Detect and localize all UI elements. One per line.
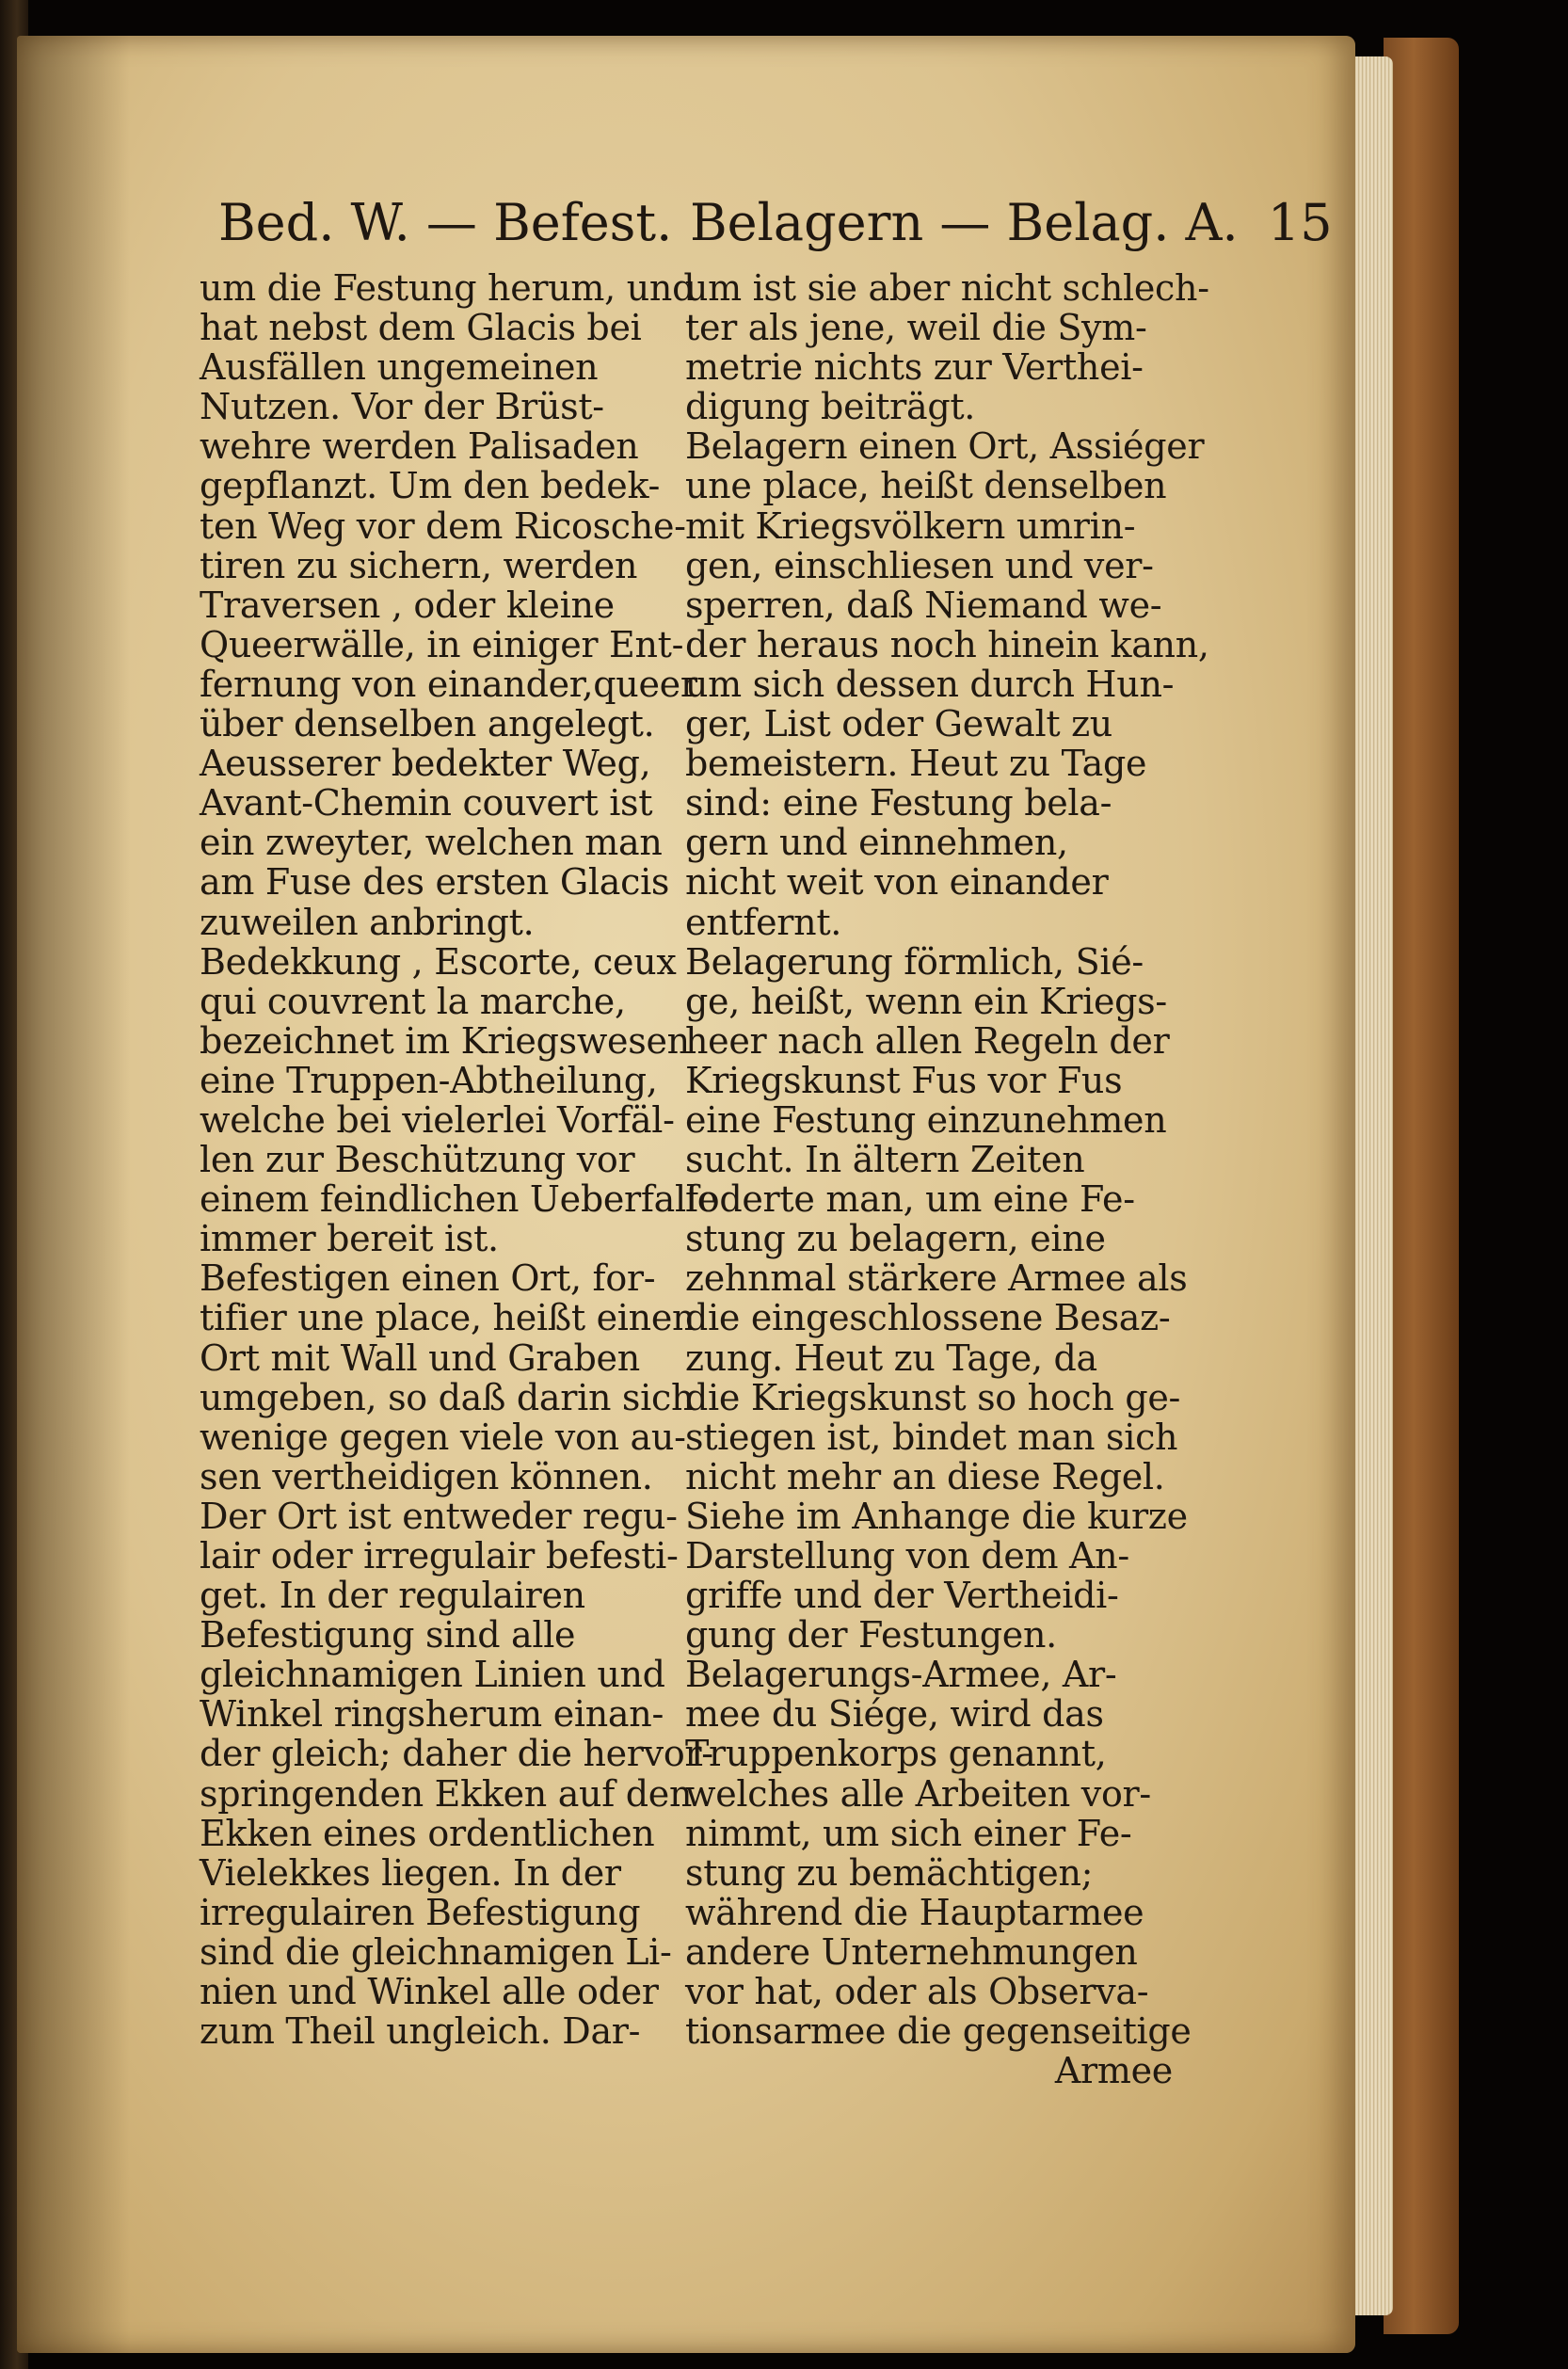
text-line: sind die gleichnamigen Li- [200,1930,672,1973]
text-line: foderte man, um eine Fe- [685,1178,1135,1221]
text-line: hat nebst dem Glacis bei [200,307,642,349]
text-line: um sich dessen durch Hun- [685,663,1175,705]
text-line: stung zu belagern, eine [685,1218,1106,1260]
text-line: gern und einnehmen, [685,822,1068,864]
text-line: eine Festung einzunehmen [685,1098,1167,1141]
text-line: welche bei vielerlei Vorfäl- [200,1098,675,1141]
running-header-left [218,193,672,259]
text-line: heer nach allen Regeln der [685,1019,1170,1062]
text-line: Bedekkung , Escorte, ceux [200,940,677,983]
text-line: tifier une place, heißt einen [200,1297,696,1339]
text-line: Traversen , oder kleine [200,584,615,626]
text-line: Ekken eines ordentlichen [200,1812,655,1854]
text-line: ter als jene, weil die Sym- [685,307,1147,349]
text-line: der gleich; daher die hervor- [200,1733,713,1775]
text-line: gen, einschliesen und ver- [685,544,1154,586]
text-line: gepflanzt. Um den bedek- [200,465,661,507]
text-line: stung zu bemächtigen; [685,1851,1094,1894]
text-line: zehnmal stärkere Armee als [685,1257,1188,1300]
text-column-right [685,267,1209,2092]
text-line: zum Theil ungleich. Dar- [200,2010,641,2053]
text-line: sucht. In ältern Zeiten [685,1139,1085,1181]
text-line: get. In der regulairen [200,1575,585,1617]
text-line: qui couvrent la marche, [200,980,626,1022]
text-line: Avant-Chemin couvert ist [200,782,653,824]
text-line: ten Weg vor dem Ricosche- [200,504,686,547]
header-right-text: Belagern — Belag. A. [690,193,1239,252]
text-line: metrie nichts zur Verthei- [685,346,1144,389]
text-line: zung. Heut zu Tage, da [685,1337,1097,1379]
text-line: Darstellung von dem An- [685,1535,1129,1577]
page-number: 15 [1267,193,1333,252]
text-line: vor hat, oder als Observa- [685,1971,1149,2013]
text-line: irregulairen Befestigung [200,1891,641,1933]
text-line: springenden Ekken auf den [200,1772,693,1815]
text-line: Winkel ringsherum einan- [200,1693,664,1736]
text-line: einem feindlichen Ueberfalle [200,1178,718,1221]
text-line: griffe und der Vertheidi- [685,1575,1119,1617]
book-cover-board [1384,38,1459,2334]
text-line: Befestigung sind alle [200,1614,576,1657]
text-line: bezeichnet im Kriegswesen [200,1019,690,1062]
text-line: Belagern einen Ort, Assiéger [685,425,1205,468]
text-line: mee du Siége, wird das [685,1693,1104,1736]
text-line: lair oder irregulair befesti- [200,1535,679,1577]
text-line: umgeben, so daß darin sich [200,1376,695,1418]
text-line: Kriegskunst Fus vor Fus [685,1059,1123,1101]
text-line: am Fuse des ersten Glacis [200,861,670,904]
text-line: nien und Winkel alle oder [200,1971,659,2013]
text-line: immer bereit ist. [200,1218,499,1260]
text-line: Belagerung förmlich, Sié- [685,940,1144,983]
text-line: gleichnamigen Linien und [200,1654,665,1696]
header-left-text: Bed. W. — Befest. [218,193,673,252]
text-line: Truppenkorps genannt, [685,1733,1107,1775]
text-line: um ist sie aber nicht schlech- [685,267,1209,309]
text-line: sperren, daß Niemand we- [685,584,1162,626]
text-line: Der Ort ist entweder regu- [200,1495,678,1537]
text-line: über denselben angelegt. [200,703,655,745]
text-line: stiegen ist, bindet man sich [685,1416,1178,1458]
text-line: ger, List oder Gewalt zu [685,703,1112,745]
text-line: Queerwälle, in einiger Ent- [200,623,684,665]
text-line: Siehe im Anhange die kurze [685,1495,1188,1537]
text-column-left [200,267,718,2053]
text-line: mit Kriegsvölkern umrin- [685,504,1136,547]
text-line: entfernt. [685,901,842,943]
text-line: nicht weit von einander [685,861,1109,904]
text-line: Befestigen einen Ort, for- [200,1257,656,1300]
text-line: nicht mehr an diese Regel. [685,1455,1165,1497]
text-line: tionsarmee die gegenseitige [685,2010,1192,2053]
text-line: Nutzen. Vor der Brüst- [200,386,604,428]
text-line: die eingeschlossene Besaz- [685,1297,1171,1339]
text-line: während die Hauptarmee [685,1891,1144,1933]
text-line: bemeistern. Heut zu Tage [685,743,1147,785]
text-line: Aeusserer bedekter Weg, [200,743,651,785]
text-line: sind: eine Festung bela- [685,782,1112,824]
running-header-right [690,193,1333,259]
text-line: die Kriegskunst so hoch ge- [685,1376,1181,1418]
text-line: Ort mit Wall und Graben [200,1337,640,1379]
text-line: andere Unternehmungen [685,1930,1138,1973]
text-line: une place, heißt denselben [685,465,1167,507]
text-line: tiren zu sichern, werden [200,544,638,586]
text-line: welches alle Arbeiten vor- [685,1772,1151,1815]
text-line: Belagerungs-Armee, Ar- [685,1654,1117,1696]
text-line: um die Festung herum, und [200,267,696,309]
text-line: digung beiträgt. [685,386,976,428]
text-line: ge, heißt, wenn ein Kriegs- [685,980,1167,1022]
text-line: zuweilen anbringt. [200,901,535,943]
text-line: gung der Festungen. [685,1614,1057,1657]
text-line: wehre werden Palisaden [200,425,639,468]
text-line: Ausfällen ungemeinen [200,346,599,389]
text-line: wenige gegen viele von au- [200,1416,686,1458]
page-gutter-shadow [17,36,130,2353]
text-line: eine Truppen-Abtheilung, [200,1059,658,1101]
text-line: nimmt, um sich einer Fe- [685,1812,1132,1854]
text-line: len zur Beschützung vor [200,1139,635,1181]
text-line: Vielekkes liegen. In der [200,1851,621,1894]
text-line: fernung von einander,queer [200,663,697,705]
text-line: sen vertheidigen können. [200,1455,653,1497]
text-line: Armee [1054,2050,1173,2092]
text-line: der heraus noch hinein kann, [685,623,1209,665]
text-line: ein zweyter, welchen man [200,822,663,864]
